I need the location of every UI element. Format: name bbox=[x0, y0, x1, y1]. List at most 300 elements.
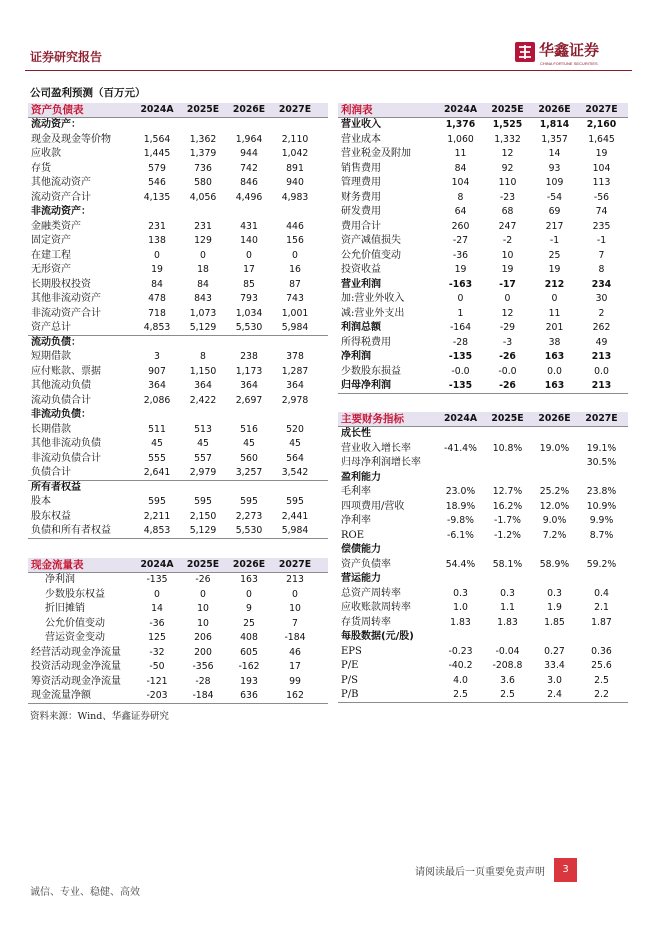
row-value: 87 bbox=[289, 278, 301, 290]
table-row bbox=[338, 162, 628, 177]
row-value: 163 bbox=[240, 574, 258, 586]
row-value: 2,422 bbox=[189, 394, 217, 406]
table-row bbox=[28, 660, 328, 675]
brand-subtitle: CHINA FORTUNE SECURITIES bbox=[540, 61, 598, 66]
row-value: 19 bbox=[454, 264, 467, 276]
row-value: -36 bbox=[452, 249, 469, 261]
table-row bbox=[28, 631, 328, 646]
row-value: 69 bbox=[548, 206, 561, 218]
row-label: P/E bbox=[341, 660, 359, 672]
row-value: 235 bbox=[592, 220, 611, 232]
row-value: 580 bbox=[194, 177, 212, 189]
row-value: 944 bbox=[240, 148, 258, 160]
table-row bbox=[338, 249, 628, 264]
row-value: 3.6 bbox=[500, 674, 515, 686]
row-value: 68 bbox=[501, 206, 514, 218]
page-title: 公司盈利预测（百万元） bbox=[30, 87, 146, 99]
year-header: 2024A bbox=[140, 559, 174, 570]
table-row bbox=[338, 456, 628, 471]
row-value: 8 bbox=[598, 264, 605, 276]
table-row bbox=[338, 500, 628, 515]
row-value: 0.4 bbox=[594, 587, 609, 599]
year-header: 2027E bbox=[585, 104, 618, 115]
row-value: 16 bbox=[289, 264, 301, 276]
row-value: 104 bbox=[451, 177, 470, 189]
row-value: 511 bbox=[148, 423, 166, 435]
year-header: 2024A bbox=[443, 413, 478, 424]
table-row bbox=[338, 321, 628, 336]
row-value: 12 bbox=[501, 307, 514, 319]
row-value: 1 bbox=[457, 307, 464, 319]
row-value: 10 bbox=[197, 603, 209, 615]
row-label: 负债合计 bbox=[31, 466, 71, 478]
table-row bbox=[338, 191, 628, 206]
row-value: 140 bbox=[240, 235, 258, 247]
row-label: 成长性 bbox=[341, 428, 371, 440]
year-header: 2024A bbox=[443, 104, 478, 115]
row-value: -29 bbox=[499, 322, 516, 334]
table-row bbox=[28, 466, 328, 481]
row-value: 516 bbox=[240, 423, 258, 435]
row-value: 0 bbox=[292, 588, 298, 600]
row-value: 0 bbox=[246, 588, 252, 600]
table-row bbox=[28, 408, 328, 423]
row-label: 归母净利润增长率 bbox=[341, 457, 421, 469]
row-value: 1.1 bbox=[500, 602, 515, 614]
row-value: 64 bbox=[454, 206, 467, 218]
table-body bbox=[338, 427, 628, 703]
row-label: 少数股东权益 bbox=[45, 588, 105, 600]
row-value: 1.83 bbox=[450, 616, 471, 628]
row-value: 579 bbox=[148, 162, 166, 174]
row-value: -36 bbox=[149, 617, 165, 629]
row-value: 364 bbox=[194, 380, 212, 392]
row-value: 1,150 bbox=[189, 365, 217, 377]
year-header: 2025E bbox=[186, 559, 220, 570]
row-value: 156 bbox=[286, 235, 304, 247]
row-label: 非流动资产合计 bbox=[31, 307, 101, 319]
year-header: 2027E bbox=[278, 559, 312, 570]
row-label: 营运能力 bbox=[341, 573, 381, 585]
row-label: 流动负债： bbox=[31, 336, 81, 348]
row-value: 636 bbox=[240, 689, 258, 701]
header-rule bbox=[25, 70, 632, 71]
row-value: 163 bbox=[544, 379, 565, 391]
row-value: 19 bbox=[151, 264, 163, 276]
row-value: 38 bbox=[548, 336, 561, 348]
row-value: 14 bbox=[151, 603, 163, 615]
row-label: 财务费用 bbox=[341, 191, 381, 203]
row-value: 1.0 bbox=[453, 602, 468, 614]
row-value: 8 bbox=[457, 191, 464, 203]
row-value: 1,814 bbox=[539, 119, 570, 131]
table-row bbox=[28, 379, 328, 394]
row-value: 513 bbox=[194, 423, 212, 435]
row-value: 212 bbox=[544, 278, 565, 290]
row-value: 2.4 bbox=[547, 688, 562, 700]
row-value: 1.9 bbox=[547, 602, 562, 614]
row-label: 总资产周转率 bbox=[341, 587, 401, 599]
row-value: 718 bbox=[148, 307, 166, 319]
row-value: 1,060 bbox=[447, 133, 474, 145]
row-label: 长期股权投资 bbox=[31, 278, 91, 290]
row-label: 其他非流动负债 bbox=[31, 438, 101, 450]
row-value: 3 bbox=[154, 351, 160, 363]
table-row bbox=[28, 646, 328, 661]
row-value: 564 bbox=[286, 452, 304, 464]
row-value: 2.5 bbox=[500, 688, 515, 700]
row-value: -135 bbox=[146, 574, 168, 586]
row-label: 资产总计 bbox=[31, 321, 71, 333]
row-value: 84 bbox=[197, 278, 209, 290]
year-header: 2027E bbox=[585, 413, 618, 424]
row-label: 营业收入增长率 bbox=[341, 442, 411, 454]
row-value: 364 bbox=[148, 380, 166, 392]
row-label: 现金流量净额 bbox=[31, 689, 91, 701]
table-row bbox=[28, 423, 328, 438]
table-row bbox=[338, 514, 628, 529]
row-value: 11 bbox=[548, 307, 561, 319]
row-value: 8 bbox=[200, 351, 206, 363]
row-label: 流动资产： bbox=[31, 119, 81, 131]
table-row bbox=[338, 674, 628, 689]
row-value: 3,257 bbox=[235, 466, 263, 478]
row-value: -135 bbox=[448, 351, 473, 363]
row-value: 129 bbox=[194, 235, 212, 247]
row-label: 流动负债合计 bbox=[31, 394, 91, 406]
table-row bbox=[338, 558, 628, 573]
row-value: 2,086 bbox=[143, 394, 171, 406]
row-value: 0 bbox=[154, 249, 160, 261]
report-type-label: 证券研究报告 bbox=[30, 50, 103, 64]
year-header: 2025E bbox=[491, 413, 524, 424]
row-label: 所得税费用 bbox=[341, 336, 391, 348]
cash-flow-table bbox=[28, 558, 328, 704]
row-value: -26 bbox=[499, 351, 516, 363]
table-row bbox=[28, 689, 328, 704]
row-value: 49 bbox=[595, 336, 608, 348]
row-value: 2,160 bbox=[586, 119, 617, 131]
row-value: 213 bbox=[286, 574, 304, 586]
table-row bbox=[338, 442, 628, 457]
row-value: 2,211 bbox=[143, 510, 171, 522]
row-value: -27 bbox=[452, 235, 469, 247]
table-row bbox=[28, 321, 328, 336]
row-value: 33.4 bbox=[544, 660, 565, 672]
row-label: 费用合计 bbox=[341, 220, 381, 232]
row-value: 2.5 bbox=[453, 688, 468, 700]
row-label: 毛利率 bbox=[341, 486, 371, 498]
table-row bbox=[28, 205, 328, 220]
row-value: -1.2% bbox=[494, 529, 521, 541]
row-value: 2,979 bbox=[189, 466, 217, 478]
row-label: 流动资产合计 bbox=[31, 191, 91, 203]
row-label: 每股数据(元/股) bbox=[341, 631, 414, 643]
source-note: 资料来源：Wind、华鑫证券研究 bbox=[30, 711, 169, 722]
row-label: 所有者权益 bbox=[31, 481, 81, 493]
table-row bbox=[28, 118, 328, 133]
table-row bbox=[338, 572, 628, 587]
row-value: 2 bbox=[598, 307, 605, 319]
table-row bbox=[338, 688, 628, 703]
row-value: 54.4% bbox=[445, 558, 476, 570]
row-value: 1,034 bbox=[235, 307, 263, 319]
row-label: 营业税金及附加 bbox=[341, 148, 411, 160]
row-label: 营业收入 bbox=[341, 119, 381, 131]
row-value: 25.6 bbox=[591, 660, 612, 672]
year-header: 2025E bbox=[491, 104, 524, 115]
row-value: 85 bbox=[243, 278, 255, 290]
row-value: 595 bbox=[240, 496, 258, 508]
table-row bbox=[338, 587, 628, 602]
brand-name: 华鑫证券 bbox=[539, 41, 600, 59]
row-value: 206 bbox=[194, 632, 212, 644]
row-value: 1,332 bbox=[494, 133, 521, 145]
row-value: 92 bbox=[501, 162, 514, 174]
row-value: 743 bbox=[286, 293, 304, 305]
row-value: 5,129 bbox=[189, 321, 217, 333]
page-number: 3 bbox=[554, 858, 577, 882]
row-value: 234 bbox=[591, 278, 612, 290]
row-value: 9.0% bbox=[542, 515, 567, 527]
row-value: 19.1% bbox=[586, 442, 617, 454]
row-value: 4,853 bbox=[143, 524, 171, 536]
row-value: 12.7% bbox=[492, 486, 523, 498]
row-value: 546 bbox=[148, 177, 166, 189]
table-header bbox=[28, 558, 328, 573]
table-row bbox=[28, 292, 328, 307]
row-value: 2.1 bbox=[594, 602, 609, 614]
row-value: -50 bbox=[149, 661, 165, 673]
row-value: 0 bbox=[292, 249, 298, 261]
row-value: 45 bbox=[243, 438, 255, 450]
row-value: 25 bbox=[243, 617, 255, 629]
table-row bbox=[338, 147, 628, 162]
row-label: 偿债能力 bbox=[341, 544, 381, 556]
row-label: 营运资金变动 bbox=[45, 632, 105, 644]
row-value: 163 bbox=[544, 351, 565, 363]
row-value: -2 bbox=[502, 235, 513, 247]
row-value: 2,641 bbox=[143, 466, 171, 478]
table-header bbox=[28, 103, 328, 118]
row-value: 560 bbox=[240, 452, 258, 464]
row-value: 557 bbox=[194, 452, 212, 464]
row-value: 30.5% bbox=[586, 457, 617, 469]
row-value: 19 bbox=[548, 264, 561, 276]
table-row bbox=[28, 452, 328, 467]
row-label: 股东权益 bbox=[31, 510, 71, 522]
row-value: -28 bbox=[452, 336, 469, 348]
row-value: -0.23 bbox=[448, 645, 473, 657]
row-label: 其他非流动资产 bbox=[31, 293, 101, 305]
row-value: 1,564 bbox=[143, 133, 171, 145]
year-header: 2026E bbox=[232, 104, 266, 115]
year-header: 2027E bbox=[278, 104, 312, 115]
row-value: -28 bbox=[195, 675, 211, 687]
row-value: 58.9% bbox=[539, 558, 570, 570]
table-row bbox=[28, 162, 328, 177]
row-value: 110 bbox=[498, 177, 517, 189]
row-label: 净利润 bbox=[341, 351, 371, 363]
table-row bbox=[338, 220, 628, 235]
row-label: 公允价值变动 bbox=[341, 249, 401, 261]
row-label: 利润总额 bbox=[341, 322, 381, 334]
table-row bbox=[28, 336, 328, 351]
row-value: 138 bbox=[148, 235, 166, 247]
row-label: 无形资产 bbox=[31, 264, 71, 276]
table-row bbox=[28, 617, 328, 632]
row-value: 23.0% bbox=[445, 486, 476, 498]
row-label: 净利率 bbox=[341, 515, 371, 527]
row-value: -32 bbox=[149, 646, 165, 658]
table-row bbox=[28, 234, 328, 249]
table-row bbox=[28, 307, 328, 322]
table-row bbox=[28, 133, 328, 148]
table-row bbox=[28, 278, 328, 293]
row-value: 10.8% bbox=[492, 442, 523, 454]
row-value: 18 bbox=[197, 264, 209, 276]
row-value: 25.2% bbox=[539, 486, 570, 498]
row-value: 0.36 bbox=[591, 645, 612, 657]
row-value: 0 bbox=[246, 249, 252, 261]
row-value: 1,964 bbox=[235, 133, 263, 145]
row-value: 84 bbox=[454, 162, 467, 174]
row-value: 2.5 bbox=[594, 674, 609, 686]
row-value: 11 bbox=[454, 148, 467, 160]
row-label: 在建工程 bbox=[31, 249, 71, 261]
row-value: 193 bbox=[240, 675, 258, 687]
row-value: 10 bbox=[197, 617, 209, 629]
row-label: 应付账款、票据 bbox=[31, 365, 101, 377]
row-value: 113 bbox=[592, 177, 611, 189]
row-value: 17 bbox=[243, 264, 255, 276]
row-value: 4,056 bbox=[189, 191, 217, 203]
table-row bbox=[338, 427, 628, 442]
row-value: 7 bbox=[292, 617, 298, 629]
row-label: 少数股东损益 bbox=[341, 365, 401, 377]
row-value: 2,110 bbox=[281, 133, 309, 145]
row-value: 238 bbox=[240, 351, 258, 363]
table-row bbox=[28, 263, 328, 278]
row-label: 销售费用 bbox=[341, 162, 381, 174]
row-value: 5,129 bbox=[189, 524, 217, 536]
row-value: 378 bbox=[286, 351, 304, 363]
row-value: 200 bbox=[194, 646, 212, 658]
row-value: 109 bbox=[545, 177, 564, 189]
row-label: 现金及现金等价物 bbox=[31, 133, 111, 145]
row-label: 投资收益 bbox=[341, 264, 381, 276]
row-value: 19 bbox=[595, 148, 608, 160]
row-value: 742 bbox=[240, 162, 258, 174]
row-value: 3,542 bbox=[281, 466, 309, 478]
row-value: 4.0 bbox=[453, 674, 468, 686]
table-row bbox=[338, 234, 628, 249]
table-row bbox=[338, 659, 628, 674]
year-header: 2026E bbox=[538, 413, 571, 424]
row-value: 891 bbox=[286, 162, 304, 174]
row-value: -163 bbox=[448, 278, 473, 290]
table-title: 利润表 bbox=[341, 104, 373, 116]
row-value: 1.85 bbox=[544, 616, 565, 628]
row-value: 213 bbox=[591, 379, 612, 391]
row-value: 25 bbox=[548, 249, 561, 261]
table-row bbox=[338, 529, 628, 544]
table-row bbox=[338, 630, 628, 645]
row-value: 16.2% bbox=[492, 500, 523, 512]
row-value: 231 bbox=[148, 220, 166, 232]
row-value: 793 bbox=[240, 293, 258, 305]
row-value: 0.0 bbox=[547, 365, 562, 377]
row-label: 净利润 bbox=[45, 574, 75, 586]
row-value: 0 bbox=[504, 293, 511, 305]
table-row bbox=[338, 543, 628, 558]
row-value: 4,983 bbox=[281, 191, 309, 203]
row-value: 23.8% bbox=[586, 486, 617, 498]
row-value: -184 bbox=[192, 689, 214, 701]
row-value: 595 bbox=[286, 496, 304, 508]
row-value: 7.2% bbox=[542, 529, 567, 541]
table-row bbox=[338, 350, 628, 365]
row-label: 公允价值变动 bbox=[45, 617, 105, 629]
row-label: 非流动负债： bbox=[31, 409, 91, 421]
row-value: -3 bbox=[502, 336, 513, 348]
table-title: 现金流量表 bbox=[31, 559, 84, 571]
row-label: 营业成本 bbox=[341, 133, 381, 145]
table-row bbox=[28, 524, 328, 539]
table-row bbox=[28, 147, 328, 162]
table-row bbox=[28, 602, 328, 617]
row-value: 5,984 bbox=[281, 321, 309, 333]
table-row bbox=[338, 485, 628, 500]
table-row bbox=[338, 118, 628, 133]
table-row bbox=[28, 365, 328, 380]
year-header: 2024A bbox=[140, 104, 174, 115]
row-label: 金融类资产 bbox=[31, 220, 81, 232]
row-label: 负债和所有者权益 bbox=[31, 524, 111, 536]
row-label: ROE bbox=[341, 529, 365, 541]
table-row bbox=[338, 616, 628, 631]
row-value: 2.2 bbox=[594, 688, 609, 700]
row-value: 1,645 bbox=[588, 133, 615, 145]
row-value: -17 bbox=[499, 278, 516, 290]
row-value: 45 bbox=[151, 438, 163, 450]
row-value: 7 bbox=[598, 249, 605, 261]
row-value: 0.3 bbox=[453, 587, 468, 599]
table-row bbox=[338, 365, 628, 380]
row-label: 归母净利润 bbox=[341, 379, 391, 391]
table-row bbox=[338, 307, 628, 322]
disclaimer-note: 请阅读最后一页重要免责声明 bbox=[415, 867, 545, 878]
row-label: 非流动负债合计 bbox=[31, 452, 101, 464]
row-value: 5,530 bbox=[235, 524, 263, 536]
row-value: 4,853 bbox=[143, 321, 171, 333]
table-row bbox=[28, 495, 328, 510]
row-value: 260 bbox=[451, 220, 470, 232]
row-label: 投资活动现金净流量 bbox=[31, 661, 121, 673]
row-value: 940 bbox=[286, 177, 304, 189]
row-value: -56 bbox=[593, 191, 610, 203]
row-label: P/B bbox=[341, 688, 359, 700]
row-value: 736 bbox=[194, 162, 212, 174]
table-row bbox=[28, 249, 328, 264]
table-row bbox=[28, 176, 328, 191]
row-value: 1,525 bbox=[492, 119, 523, 131]
table-header bbox=[338, 103, 628, 118]
year-header: 2026E bbox=[538, 104, 571, 115]
table-row bbox=[338, 133, 628, 148]
row-value: 247 bbox=[498, 220, 517, 232]
year-header: 2025E bbox=[186, 104, 220, 115]
